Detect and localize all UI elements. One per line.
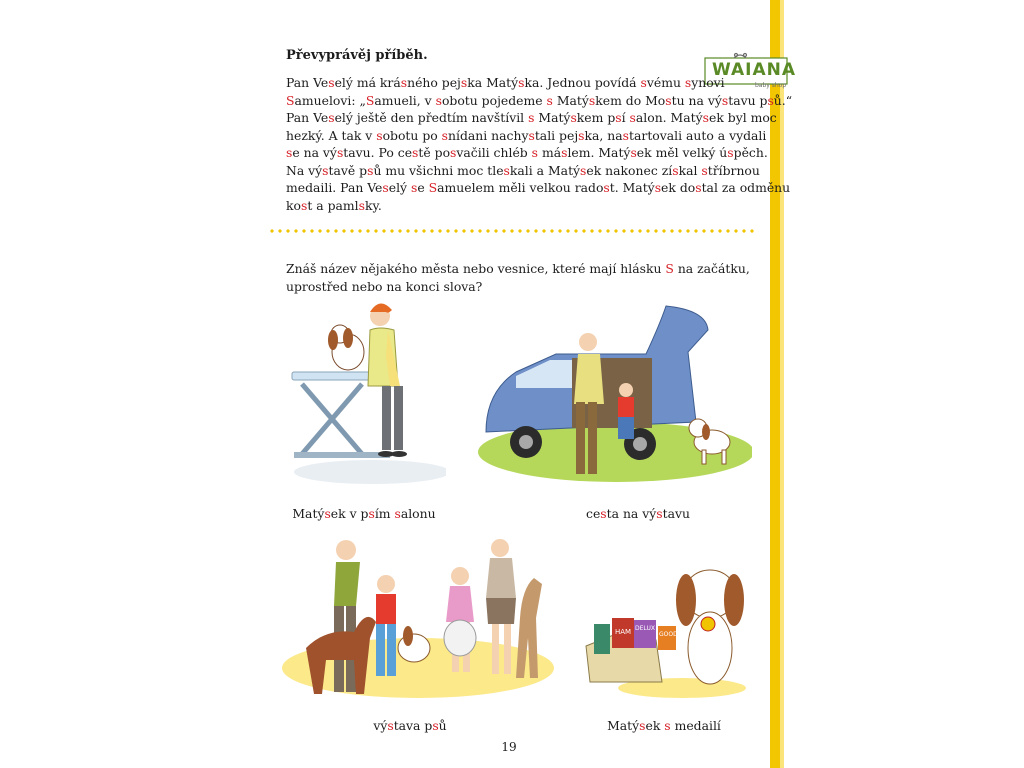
text-segment: lem. Matý [567, 145, 631, 160]
illustration-car-trip [476, 302, 752, 482]
dog-show-scene-icon [280, 538, 556, 704]
caption-medal-dog [584, 718, 744, 733]
highlighted-letter: s [450, 145, 457, 160]
highlighted-letter: s [727, 145, 734, 160]
highlighted-letter: s [603, 180, 610, 195]
highlighted-letter: s [531, 145, 539, 160]
text-segment: vému [646, 75, 685, 90]
text-line [286, 197, 756, 215]
text-segment: ka. Jednou povídá [524, 75, 641, 90]
highlighted-letter: s [528, 110, 535, 125]
highlighted-letter: s [640, 75, 647, 90]
text-segment: ynovi [691, 75, 725, 90]
highlighted-letter: S [428, 180, 438, 195]
text-segment: tavu p [728, 92, 768, 108]
text-segment: elý má krá [334, 75, 401, 90]
highlighted-letter: s [695, 180, 702, 195]
highlighted-letter: s [580, 162, 587, 178]
page-edge-yellow-bar-light [780, 0, 784, 768]
text-segment: ka, na [584, 127, 623, 143]
highlighted-letter: s [622, 127, 630, 143]
text-segment: na začátku, [673, 261, 750, 276]
text-segment: tartovali auto a vydali [629, 127, 767, 143]
highlighted-letter: s [412, 145, 419, 160]
text-line [286, 179, 791, 197]
text-segment: ek nakonec zí [586, 162, 673, 178]
text-segment: t a paml [307, 197, 359, 213]
page-number: 19 [501, 740, 517, 754]
text-segment: Pan Ve [286, 110, 329, 125]
caption-segment: Matý [607, 718, 640, 733]
highlighted-letter: s [322, 162, 329, 178]
text-segment: Matý [534, 110, 571, 125]
highlighted-letter: s [630, 145, 637, 160]
caption-segment: medailí [670, 718, 721, 733]
text-segment: amuelem měli velkou rado [437, 180, 604, 195]
illustration-medal-dog [578, 548, 748, 698]
text-segment: ek do [661, 180, 696, 195]
text-segment: kem p [576, 110, 616, 125]
highlighted-letter: s [441, 127, 449, 143]
highlighted-letter: s [629, 110, 636, 125]
medal-dog-scene-icon [578, 548, 748, 698]
highlighted-letter: s [358, 197, 365, 213]
text-segment: hezký. A tak v [286, 127, 377, 143]
text-segment: uprostřed nebo na konci slova? [286, 278, 483, 294]
highlighted-letter: s [656, 506, 663, 521]
text-segment: obotu pojedeme [441, 92, 547, 108]
caption-car-trip [548, 506, 728, 521]
logo-tagline: baby shop [755, 82, 787, 89]
highlighted-letter: s [561, 145, 568, 160]
text-segment: elý [388, 180, 411, 195]
text-segment: kal [678, 162, 702, 178]
caption-segment: tavu [662, 506, 690, 521]
highlighted-letter: s [286, 145, 293, 160]
text-segment: ek byl moc [708, 110, 777, 125]
treat-box-label-delux: DELUX [635, 625, 655, 632]
highlighted-letter: S [665, 261, 674, 276]
caption-segment: vý [373, 718, 388, 733]
text-line [286, 162, 760, 180]
text-segment: Na vý [286, 162, 323, 178]
highlighted-letter: s [432, 718, 439, 733]
text-segment: ka Matý [467, 75, 519, 90]
highlighted-letter: s [367, 162, 374, 178]
text-segment: amueli, v [374, 92, 436, 108]
text-line [286, 127, 767, 145]
text-segment: Matý [552, 92, 589, 108]
text-segment: pěch. [733, 145, 768, 160]
text-segment: tal za odměnu [701, 180, 791, 195]
text-segment: tříbrnou [707, 162, 760, 178]
dotted-divider [268, 229, 754, 233]
text-segment: vačili chléb [456, 145, 532, 160]
highlighted-letter: s [368, 506, 375, 521]
caption-segment: ek v p [330, 506, 369, 521]
highlighted-letter: s [400, 75, 408, 90]
highlighted-letter: s [639, 718, 646, 733]
highlighted-letter: s [615, 110, 622, 125]
highlighted-letter: s [460, 75, 468, 90]
highlighted-letter: s [300, 197, 308, 213]
text-segment: e [417, 180, 429, 195]
caption-segment: alonu [400, 506, 436, 521]
text-segment: amuelovi: „ [294, 92, 366, 108]
text-segment: elý ještě den předtím navštívil [334, 110, 529, 125]
highlighted-letter: s [328, 75, 335, 90]
text-segment: e na vý [292, 145, 337, 160]
text-segment: alon. Matý [635, 110, 703, 125]
highlighted-letter: s [376, 127, 383, 143]
text-segment: t. Matý [609, 180, 655, 195]
illustration-dog-salon [284, 296, 446, 492]
text-segment: ky. [364, 197, 382, 213]
caption-segment: tava p [393, 718, 433, 733]
highlighted-letter: s [387, 718, 394, 733]
text-segment: medaili. Pan Ve [286, 180, 383, 195]
caption-segment: ů [438, 718, 447, 733]
caption-segment: Matý [292, 506, 325, 521]
text-segment: obotu po [382, 127, 442, 143]
highlighted-letter: s [600, 506, 607, 521]
highlighted-letter: s [578, 127, 585, 143]
text-segment: tavu. Po ce [343, 145, 413, 160]
text-line [286, 74, 756, 92]
page-title: Převyprávěj příběh. [286, 48, 428, 63]
highlighted-letter: s [684, 75, 692, 90]
highlighted-letter: s [701, 162, 708, 178]
text-segment: Pan Ve [286, 75, 329, 90]
text-segment: ů mu všichni moc tle [373, 162, 504, 178]
highlighted-letter: s [721, 92, 729, 108]
text-segment: kali a Matý [509, 162, 581, 178]
highlighted-letter: s [665, 92, 672, 108]
caption-segment: ím [374, 506, 395, 521]
highlighted-letter: s [503, 162, 510, 178]
highlighted-letter: s [336, 145, 344, 160]
text-segment: tu na vý [671, 92, 722, 108]
highlighted-letter: s [328, 110, 335, 125]
car-scene-icon [476, 302, 752, 482]
text-segment: tavě p [328, 162, 368, 178]
highlighted-letter: S [286, 92, 295, 108]
text-line [286, 260, 750, 278]
salon-scene-icon [284, 296, 446, 492]
caption-segment: ta na vý [606, 506, 657, 521]
caption-dog-salon [284, 506, 444, 521]
highlighted-letter: s [394, 506, 401, 521]
highlighted-letter: s [767, 92, 774, 108]
text-line [286, 92, 793, 110]
text-segment: tali pej [534, 127, 579, 143]
highlighted-letter: s [324, 506, 331, 521]
text-segment: ů.“ [773, 92, 793, 108]
highlighted-letter: s [672, 162, 679, 178]
caption-segment: ce [586, 506, 601, 521]
highlighted-letter: S [365, 92, 375, 108]
caption-segment: ek [645, 718, 665, 733]
question-paragraph [286, 260, 750, 295]
highlighted-letter: s [528, 127, 535, 143]
text-segment: nídani nachy [448, 127, 529, 143]
highlighted-letter: s [435, 92, 442, 108]
logo-name: WAIANA [712, 60, 797, 80]
highlighted-letter: s [382, 180, 389, 195]
highlighted-letter: s [664, 718, 671, 733]
caption-dog-show [330, 718, 490, 733]
text-segment: má [538, 145, 562, 160]
text-segment: Znáš název nějakého města nebo vesnice, které mají hlásku [286, 261, 666, 276]
text-segment: ného pej [407, 75, 461, 90]
highlighted-letter: s [518, 75, 525, 90]
text-segment: ko [286, 197, 301, 213]
text-line [286, 144, 768, 162]
highlighted-letter: s [588, 92, 596, 108]
treat-box-label-ham: HAM [615, 628, 632, 636]
highlighted-letter: s [570, 110, 577, 125]
text-line [286, 278, 746, 296]
text-line [286, 109, 777, 127]
treat-box-label-good: GOOD [659, 631, 678, 638]
illustration-dog-show [280, 538, 556, 704]
highlighted-letter: s [411, 180, 418, 195]
highlighted-letter: s [702, 110, 709, 125]
text-segment: í [621, 110, 630, 125]
text-segment: ek měl velký ú [636, 145, 728, 160]
highlighted-letter: s [546, 92, 553, 108]
text-segment: kem do Mo [595, 92, 666, 108]
text-segment: tě po [418, 145, 451, 160]
highlighted-letter: s [654, 180, 662, 195]
